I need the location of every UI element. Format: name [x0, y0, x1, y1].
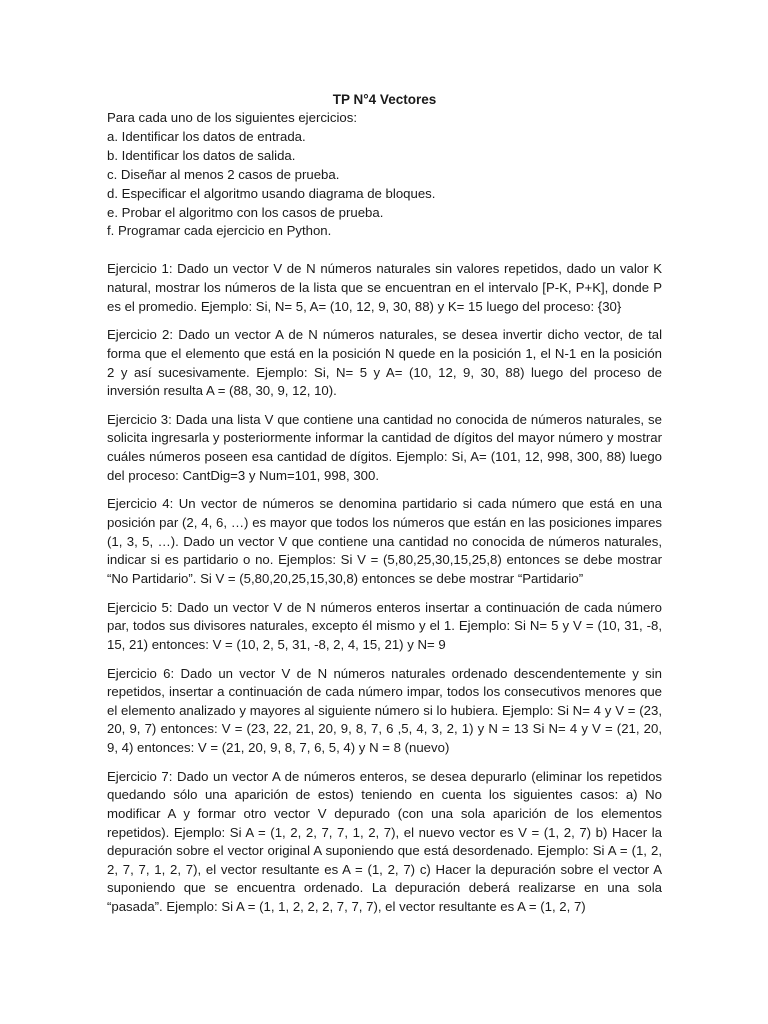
instruction-list [107, 128, 662, 241]
exercise-1: Ejercicio 1: Dado un vector V de N números naturales sin valores repetidos, dado un valor K natural, mostrar los números de la lista que se encuentran en el intervalo [P-K, P+K], donde P es el promedio. Ejemplo: Si, N= 5, A= (10, 12, 9, 30, 88) y K= 15 luego del proceso: {30} [107, 261, 662, 314]
instruction-item: d. Especificar el algoritmo usando diagrama de bloques. [107, 185, 436, 201]
intro-text: Para cada uno de los siguientes ejercicios: [107, 110, 357, 125]
exercise-list [107, 260, 662, 916]
exercise-4: Ejercicio 4: Un vector de números se denomina partidario si cada número que está en una posición par (2, 4, 6, …) es mayor que todos los números que están en las posiciones impares (1, 3, 5, …). Dado un vector V que contiene una cantidad no conocida de números naturales, indicar si es partidario o no. Ejemplos: Si V = (5,80,25,30,15,25,8) entonces se debe mostrar “No Partidario”. Si V = (5,80,20,25,15,30,8) entonces se debe mostrar “Partidario” [107, 496, 662, 586]
instruction-item: c. Diseñar al menos 2 casos de prueba. [107, 166, 340, 182]
instruction-item: f. Programar cada ejercicio en Python. [107, 223, 332, 239]
instruction-item: a. Identificar los datos de entrada. [107, 128, 306, 144]
document-page [107, 90, 662, 927]
exercise-3: Ejercicio 3: Dada una lista V que contiene una cantidad no conocida de números naturales, se solicita ingresarla y posteriormente informar la cantidad de dígitos del mayor número y mostrar cuáles números poseen esa cantidad de dígitos. Ejemplo: Si, A= (101, 12, 998, 300, 88) luego del proceso: CantDig=3 y Num=101, 998, 300. [107, 411, 662, 483]
exercise-2: Ejercicio 2: Dado un vector A de N números naturales, se desea invertir dicho vector, de tal forma que el elemento que está en la posición N quede en la posición 1, el N-1 en la posición 2 y así sucesivamente. Ejemplo: Si, N= 5 y A= (10, 12, 9, 30, 88) luego del proceso de inversión resulta A = (88, 30, 9, 12, 10). [107, 327, 662, 399]
exercise-6: Ejercicio 6: Dado un vector V de N números naturales ordenado descendentemente y sin repetidos, insertar a continuación de cada número impar, todos los consecutivos menores que el elemento analizado y mayores al siguiente número si lo hubiera. Ejemplo: Si N= 4 y V = (23, 20, 9, 7) entonces: V = (23, 22, 21, 20, 9, 8, 7, 6 ,5, 4, 3, 2, 1) y N = 13 Si N= 4 y V = (21, 20, 9, 4) entonces: V = (21, 20, 9, 8, 7, 6, 5, 4) y N = 8 (nuevo) [107, 665, 662, 755]
document-title: TP N°4 Vectores [332, 92, 437, 107]
exercise-5: Ejercicio 5: Dado un vector V de N números enteros insertar a continuación de cada número par, todos sus divisores naturales, excepto él mismo y el 1. Ejemplo: Si N= 5 y V = (10, 31, -8, 15, 21) entonces: V = (10, 2, 5, 31, -8, 2, 4, 15, 21) y N= 9 [107, 599, 662, 652]
exercise-7: Ejercicio 7: Dado un vector A de números enteros, se desea depurarlo (eliminar los repetidos quedando sólo una aparición de estos) teniendo en cuenta los siguientes casos: a) No modificar A y formar otro vector V depurado (con una sola aparición de los elementos repetidos). Ejemplo: Si A = (1, 2, 2, 7, 7, 1, 2, 7), el nuevo vector es V = (1, 2, 7) b) Hacer la depuración sobre el vector original A suponiendo que está desordenado. Ejemplo: Si A = (1, 2, 2, 7, 7, 1, 2, 7), el vector resultante es A = (1, 2, 7) c) Hacer la depuración sobre el vector A suponiendo que se encuentra ordenado. La depuración deberá realizarse en una sola “pasada”. Ejemplo: Si A = (1, 1, 2, 2, 2, 7, 7, 7), el vector resultante es A = (1, 2, 7) [107, 768, 662, 914]
instruction-item: e. Probar el algoritmo con los casos de prueba. [107, 204, 384, 220]
instruction-item: b. Identificar los datos de salida. [107, 147, 296, 163]
